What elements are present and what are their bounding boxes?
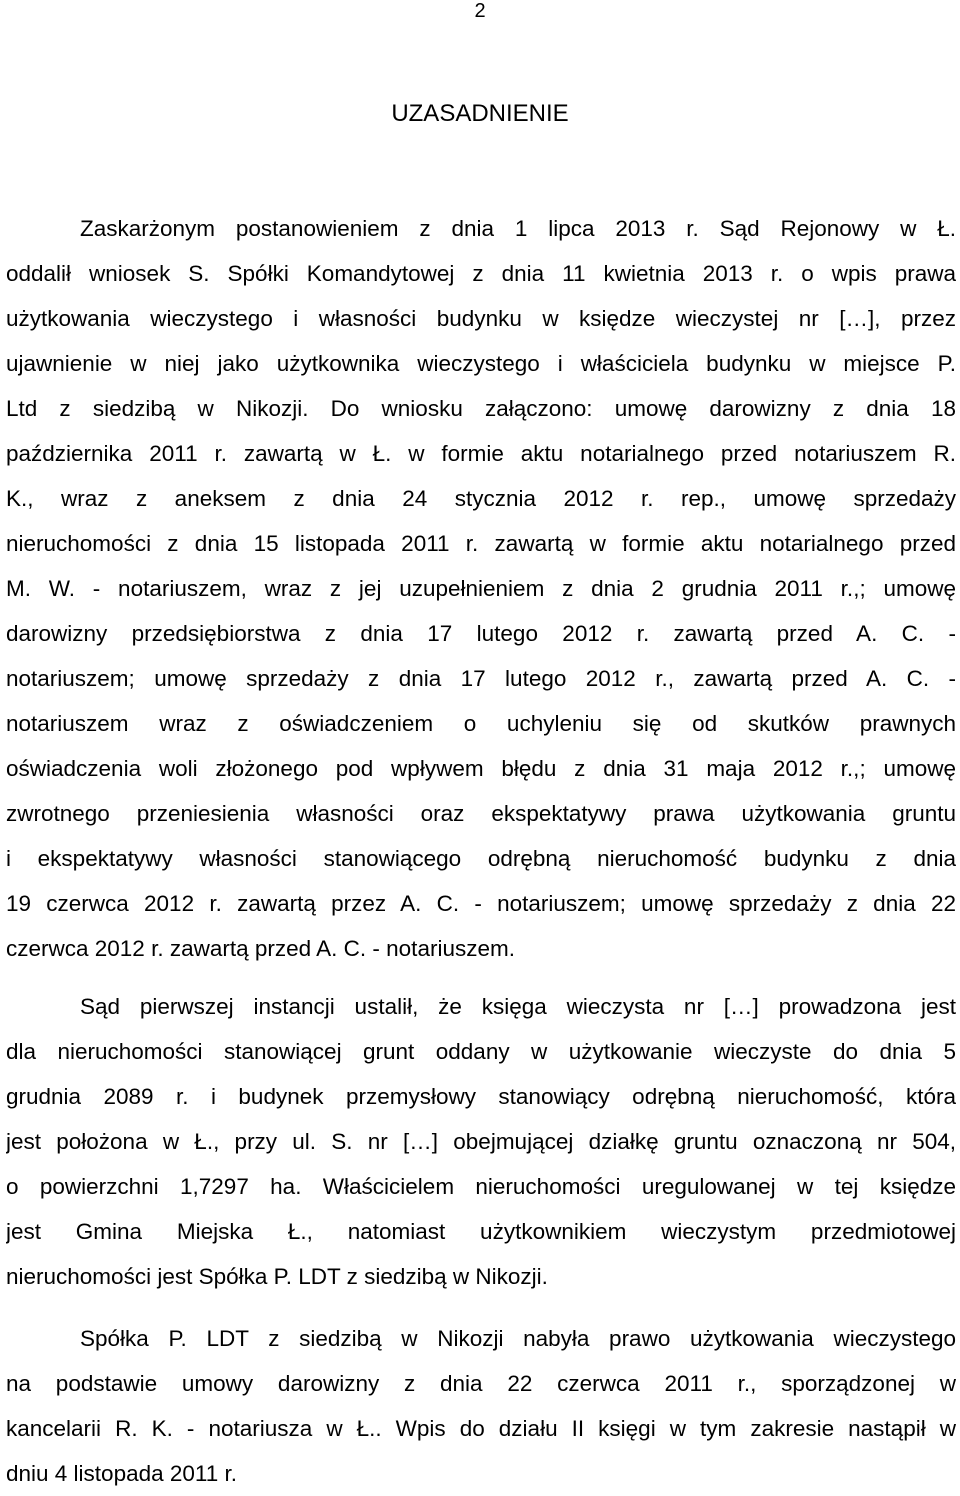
text-line: notariuszem; umowę sprzedaży z dnia 17 lutego 2012 r., zawartą przed A. C. - (6, 666, 956, 691)
paragraph-3 (6, 1316, 956, 1496)
text-line: zwrotnego przeniesienia własności oraz ekspektatywy prawa użytkowania gruntu (6, 801, 956, 826)
text-line: Spółka P. LDT z siedzibą w Nikozji nabyła prawo użytkowania wieczystego (80, 1326, 956, 1351)
text-line: Zaskarżonym postanowieniem z dnia 1 lipca 2013 r. Sąd Rejonowy w Ł. (80, 216, 956, 241)
text-line: października 2011 r. zawartą w Ł. w formie aktu notarialnego przed notariuszem R. (6, 441, 956, 466)
text-line: dniu 4 listopada 2011 r. (6, 1461, 238, 1486)
text-line: i ekspektatywy własności stanowiącego odrębną nieruchomość budynku z dnia (6, 846, 956, 871)
paragraph-1 (6, 206, 956, 971)
text-line: ujawnienie w niej jako użytkownika wieczystego i właściciela budynku w miejsce P. (6, 351, 956, 376)
page-number: 2 (474, 0, 486, 22)
text-line: notariuszem wraz z oświadczeniem o uchyleniu się od skutków prawnych (6, 711, 956, 736)
text-line: jest położona w Ł., przy ul. S. nr […] obejmującej działkę gruntu oznaczoną nr 504, (6, 1129, 956, 1154)
text-line: M. W. - notariuszem, wraz z jej uzupełnieniem z dnia 2 grudnia 2011 r.,; umowę (6, 576, 956, 601)
text-line: grudnia 2089 r. i budynek przemysłowy stanowiący odrębną nieruchomość, która (6, 1084, 956, 1109)
text-line: kancelarii R. K. - notariusza w Ł.. Wpis do działu II księgi w tym zakresie nastąpił w (6, 1416, 956, 1441)
text-line: użytkowania wieczystego i własności budynku w księdze wieczystej nr […], przez (6, 306, 956, 331)
text-line: nieruchomości jest Spółka P. LDT z siedzibą w Nikozji. (6, 1264, 548, 1289)
text-line: oddalił wniosek S. Spółki Komandytowej z dnia 11 kwietnia 2013 r. o wpis prawa (6, 261, 956, 286)
text-line: na podstawie umowy darowizny z dnia 22 czerwca 2011 r., sporządzonej w (6, 1371, 956, 1396)
text-line: jest Gmina Miejska Ł., natomiast użytkownikiem wieczystym przedmiotowej (6, 1219, 956, 1244)
text-line: dla nieruchomości stanowiącej grunt oddany w użytkowanie wieczyste do dnia 5 (6, 1039, 956, 1064)
paragraph-2 (6, 984, 956, 1299)
text-line: darowizny przedsiębiorstwa z dnia 17 lutego 2012 r. zawartą przed A. C. - (6, 621, 956, 646)
text-line: Sąd pierwszej instancji ustalił, że księga wieczysta nr […] prowadzona jest (80, 994, 956, 1019)
text-line: o powierzchni 1,7297 ha. Właścicielem nieruchomości uregulowanej w tej księdze (6, 1174, 956, 1199)
text-line: nieruchomości z dnia 15 listopada 2011 r. zawartą w formie aktu notarialnego przed (6, 531, 956, 556)
document-heading: UZASADNIENIE (391, 100, 569, 127)
text-line: czerwca 2012 r. zawartą przed A. C. - notariuszem. (6, 936, 515, 961)
text-line: 19 czerwca 2012 r. zawartą przez A. C. - notariuszem; umowę sprzedaży z dnia 22 (6, 891, 956, 916)
text-line: K., wraz z aneksem z dnia 24 stycznia 2012 r. rep., umowę sprzedaży (6, 486, 956, 511)
text-line: Ltd z siedzibą w Nikozji. Do wniosku załączono: umowę darowizny z dnia 18 (6, 396, 956, 421)
text-line: oświadczenia woli złożonego pod wpływem błędu z dnia 31 maja 2012 r.,; umowę (6, 756, 956, 781)
